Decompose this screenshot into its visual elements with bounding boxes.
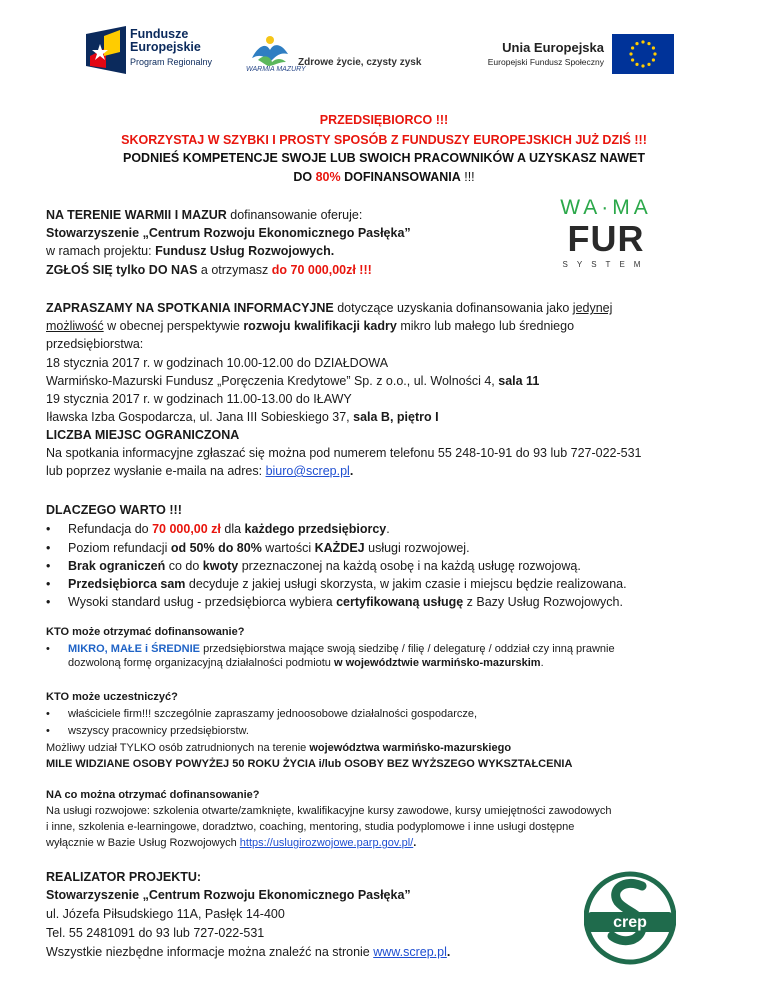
who-heading: KTO może otrzymać dofinansowanie? xyxy=(46,626,245,638)
intro-line3 xyxy=(46,243,334,259)
realizer-info xyxy=(46,944,450,960)
list-item: • właściciele firm!!! szczególnie zapraszamy jednoosobowe działalności gospodarcze, xyxy=(46,707,477,724)
fe-star-mark-icon xyxy=(86,26,126,74)
crep-logo-icon xyxy=(584,868,676,968)
why-4b: decyduje z jakiej usługi skorzysta, w jakim czasie i miejscu będzie realizowana. xyxy=(185,577,627,591)
what-line3 xyxy=(46,836,416,850)
meetings-possibility: możliwość xyxy=(46,319,104,333)
intro-line1 xyxy=(46,207,362,223)
what-line3-period: . xyxy=(413,837,417,849)
intro-project-label: w ramach projektu: xyxy=(46,244,156,258)
meeting-place-2-address: Iławska Izba Gospodarcza, ul. Jana III Sobieskiego 37, xyxy=(46,410,354,424)
list-item xyxy=(46,540,627,558)
meeting-place-1-room: sala 11 xyxy=(498,374,540,388)
who-period: . xyxy=(540,657,544,669)
headline-percent: 80% xyxy=(315,170,341,184)
headline-line2: SKORZYSTAJ W SZYBKI I PROSTY SPOSÓB Z FUNDUSZY EUROPEJSKICH JUŻ DZIŚ !!! xyxy=(121,133,647,147)
meetings-line3: przedsiębiorstwa: xyxy=(46,337,144,351)
why-3a: Brak ograniczeń xyxy=(68,559,166,573)
meetings-contact-email xyxy=(46,463,353,479)
crep-logo-text: crep xyxy=(613,914,647,931)
headline-line4-pre: DO xyxy=(293,170,316,184)
who-list xyxy=(46,642,722,670)
wama-logo-system: SYSTEM xyxy=(562,260,650,269)
email-link[interactable]: biuro@screp.pl xyxy=(265,464,350,478)
realizer-organization: Stowarzyszenie „Centrum Rozwoju Ekonomicznego Pasłęka” xyxy=(46,888,411,902)
participants-welcome: MILE WIDZIANE OSOBY POWYŻEJ 50 ROKU ŻYCIA i/lub OSOBY BEZ WYŻSZEGO WYKSZTAŁCENIA xyxy=(46,758,573,770)
why-3d: przeznaczonej na każdą osobę i na każdą usługę rozwojową. xyxy=(238,559,581,573)
fe-logo-text xyxy=(130,28,212,69)
warmia-mazury-small-text: WARMIA MAZURY xyxy=(246,66,306,73)
fe-line3: Program Regionalny xyxy=(130,57,213,67)
why-5a: Wysoki standard usług - przedsiębiorca wybiera xyxy=(68,595,337,609)
realizer-info-text: Wszystkie niezbędne informacje można znaleźć na stronie xyxy=(46,945,374,959)
headline-line4-post: DOFINANSOWANIA xyxy=(340,170,461,184)
eu-flag-icon xyxy=(612,34,674,74)
eu-subtitle: Europejski Fundusz Społeczny xyxy=(487,57,604,67)
wama-fur-logo xyxy=(556,196,656,284)
list-item xyxy=(46,642,722,670)
why-list xyxy=(46,521,627,612)
intro-offers: dofinansowanie oferuje: xyxy=(226,208,363,222)
meeting-date-2: 19 stycznia 2017 r. w godzinach 11.00-13.00 do IŁAWY xyxy=(46,392,352,406)
why-1a: Refundacja do xyxy=(68,522,153,536)
intro-organization: Stowarzyszenie „Centrum Rozwoju Ekonomicznego Pasłęka” xyxy=(46,226,411,240)
who-region: w województwie warmińsko-mazurskim xyxy=(333,657,541,669)
warmia-mazury-slogan: Zdrowe życie, czysty zysk xyxy=(298,57,422,68)
meeting-place-1 xyxy=(46,373,539,389)
intro-line4 xyxy=(46,262,372,278)
meetings-contact-phone: Na spotkania informacyjne zgłaszać się można pod numerem telefonu 55 248-10-91 do 93 lub 727-022-531 xyxy=(46,446,642,460)
bur-link[interactable]: https://uslugirozwojowe.parp.gov.pl/ xyxy=(239,837,414,849)
intro-project-name: Fundusz Usług Rozwojowych. xyxy=(155,244,335,258)
list-item xyxy=(46,576,627,594)
meetings-concerning: dotyczące uzyskania dofinansowania jako xyxy=(333,301,573,315)
fundusze-europejskie-logo xyxy=(86,26,236,78)
why-2b: od 50% do 80% xyxy=(170,541,262,555)
meeting-place-1-address: Warmińsko-Mazurski Fundusz „Poręczenia Kredytowe” Sp. z o.o., ul. Wolności 4, xyxy=(46,374,499,388)
participants-note xyxy=(46,741,511,755)
list-item xyxy=(46,558,627,576)
meeting-place-2 xyxy=(46,409,439,425)
why-5b: certyfikowaną usługę xyxy=(336,595,464,609)
meetings-development: rozwoju kwalifikacji kadry xyxy=(243,319,397,333)
meetings-line1 xyxy=(46,300,722,316)
why-4a: Przedsiębiorca sam xyxy=(68,577,186,591)
meetings-limit: LICZBA MIEJSC OGRANICZONA xyxy=(46,428,240,442)
meetings-invite: ZAPRASZAMY NA SPOTKANIA INFORMACYJNE xyxy=(46,301,334,315)
realizer-address: ul. Józefa Piłsudskiego 11A, Pasłęk 14-400 xyxy=(46,907,285,921)
what-heading: NA co można otrzymać dofinansowanie? xyxy=(46,789,260,801)
why-3b: co do xyxy=(165,559,203,573)
meeting-place-2-room: sala B, piętro I xyxy=(353,410,439,424)
who-sizes: MIKRO, MAŁE i ŚREDNIE xyxy=(68,643,201,655)
participants-note-a: Możliwy udział TYLKO osób zatrudnionych na terenie xyxy=(46,742,310,754)
what-line3-a: wyłącznie w Bazie Usług Rozwojowych xyxy=(46,837,240,849)
why-2a: Poziom refundacji xyxy=(68,541,171,555)
realizer-phone: Tel. 55 2481091 do 93 lub 727-022-531 xyxy=(46,926,265,940)
logos-bar xyxy=(0,0,768,90)
list-item: • wszyscy pracownicy przedsiębiorstw. xyxy=(46,724,477,741)
why-1e: . xyxy=(386,522,390,536)
wama-logo-fur: FUR xyxy=(567,218,645,259)
why-1c: dla xyxy=(220,522,245,536)
intro-apply: ZGŁOŚ SIĘ tylko DO NAS xyxy=(46,263,198,277)
list-item xyxy=(46,594,627,612)
meeting-date-1: 18 stycznia 2017 r. w godzinach 10.00-12.00 do DZIAŁDOWA xyxy=(46,356,389,370)
what-line1: Na usługi rozwojowe: szkolenia otwarte/zamknięte, kwalifikacyjne kursy zawodowe, kursy umiejętności zawodowych xyxy=(46,805,612,817)
wama-logo-top: WA·MA xyxy=(560,196,652,219)
headline-line3: PODNIEŚ KOMPETENCJE SWOJE LUB SWOICH PRACOWNIKÓW A UZYSKASZ NAWET xyxy=(122,151,645,165)
meetings-line2 xyxy=(46,318,722,334)
headline-line4-end: !!! xyxy=(460,170,475,184)
headline-line4 xyxy=(0,169,768,185)
list-item xyxy=(46,521,627,540)
intro-region: NA TERENIE WARMII I MAZUR xyxy=(46,208,227,222)
meetings-only: jedynej xyxy=(572,301,613,315)
why-heading: DLACZEGO WARTO !!! xyxy=(46,503,182,517)
eu-text xyxy=(478,40,604,67)
meetings-email-period: . xyxy=(349,464,354,478)
intro-amount: do 70 000,00zł !!! xyxy=(271,263,372,277)
why-3c: kwoty xyxy=(202,559,239,573)
meetings-company-size: mikro lub małego lub średniego xyxy=(396,319,575,333)
why-1d: każdego przedsiębiorcy xyxy=(244,522,387,536)
realizer-info-period: . xyxy=(446,945,451,959)
headline-line1: PRZEDSIĘBIORCO !!! xyxy=(319,113,449,127)
meetings-perspective: w obecnej perspektywie xyxy=(103,319,244,333)
why-2c: wartości xyxy=(261,541,315,555)
fe-line2: Europejskie xyxy=(130,40,201,54)
who-desc: przedsiębiorstwa mające swoją siedzibę / filię / delegaturę / oddział czy inną prawnie xyxy=(200,643,615,655)
intro-receive: a otrzymasz xyxy=(197,263,272,277)
why-1b: 70 000,00 zł xyxy=(152,522,221,536)
participants-note-region: województwa warmińsko-mazurskiego xyxy=(309,742,512,754)
why-2d: KAŻDEJ xyxy=(314,541,365,555)
who-desc-2: dozwoloną formę organizacyjną działalności podmiotu xyxy=(68,657,334,669)
why-2e: usługi rozwojowej. xyxy=(364,541,470,555)
participants-heading: KTO może uczestniczyć? xyxy=(46,691,178,703)
website-link[interactable]: www.screp.pl xyxy=(373,945,447,959)
what-line2: i inne, szkolenia e-learningowe, doradztwo, coaching, mentoring, studia podyplomowe i inne usługi dostępne xyxy=(46,821,575,833)
meetings-email-label: lub poprzez wysłanie e-maila na adres: xyxy=(46,464,266,478)
why-5c: z Bazy Usług Rozwojowych. xyxy=(463,595,623,609)
eu-title: Unia Europejska xyxy=(502,40,604,55)
participants-list xyxy=(46,707,477,741)
realizer-heading: REALIZATOR PROJEKTU: xyxy=(46,870,202,884)
fe-line1: Fundusze xyxy=(130,27,189,41)
